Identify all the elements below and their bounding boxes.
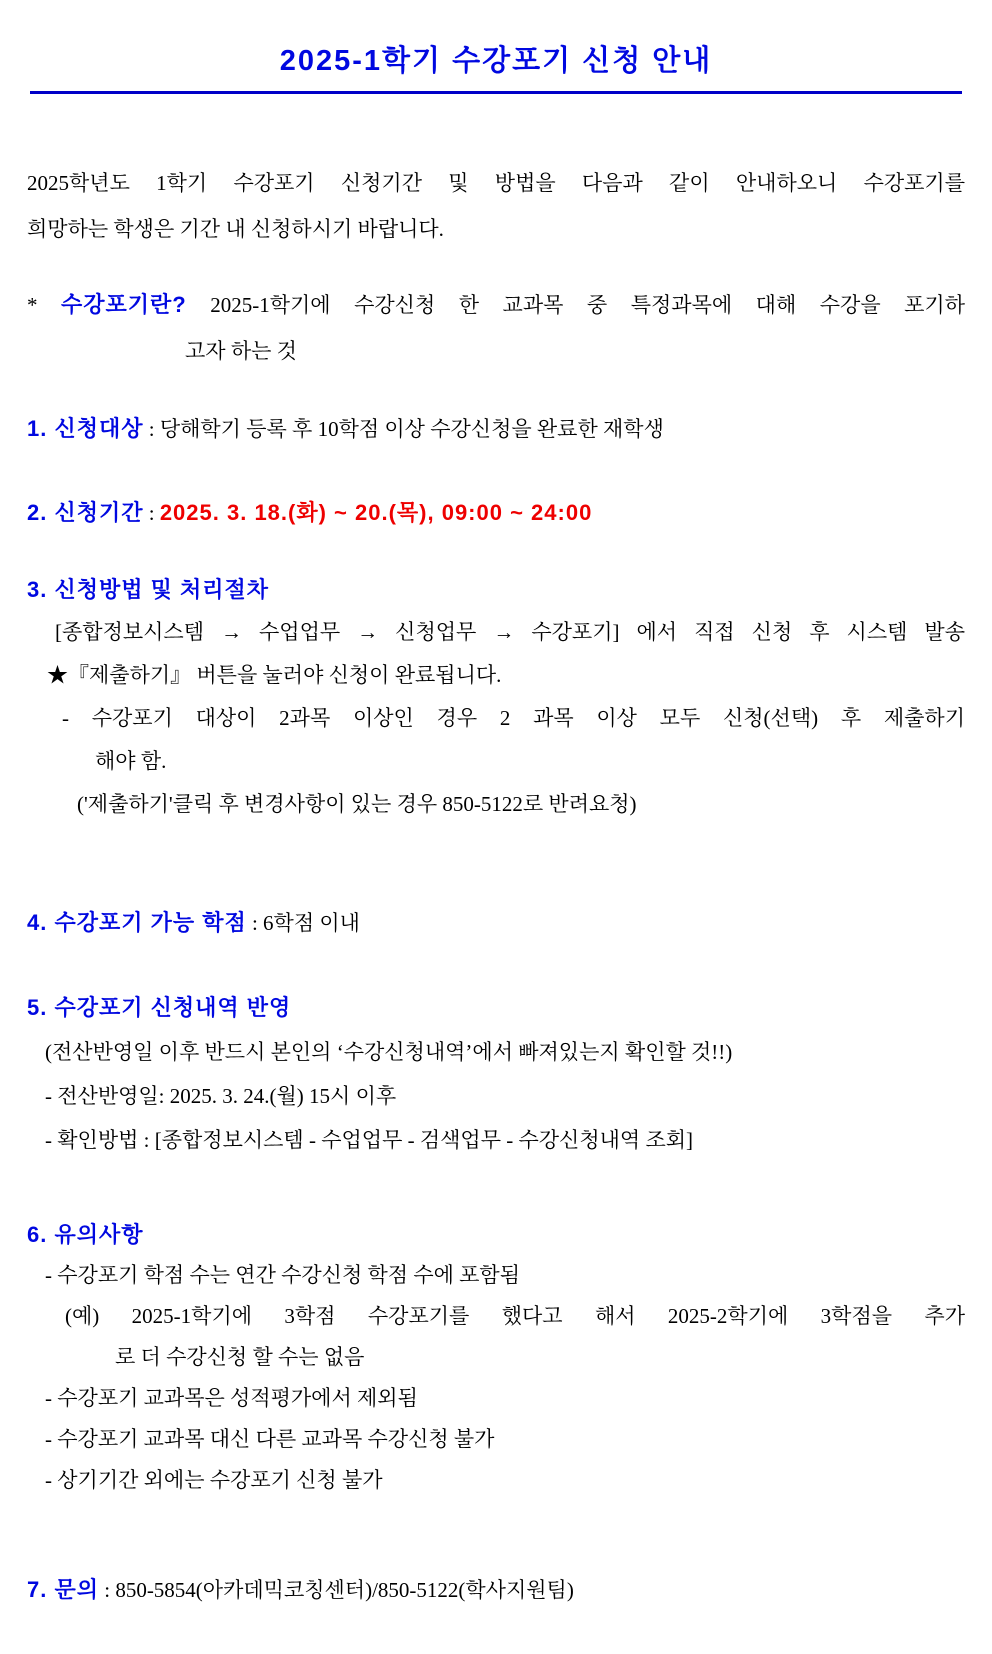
section-2-period-value: 2025. 3. 18.(화) ~ 20.(목), 09:00 ~ 24:00 [159,500,593,525]
intro-line-2: 희망하는 학생은 기간 내 신청하시기 바랍니다. [27,217,444,241]
section-6-note-1: - 수강포기 학점 수는 연간 수강신청 학점 수에 포함됨 [45,1263,520,1287]
definition-line-1 [27,282,965,328]
section-5-reflection [27,986,965,1162]
section-1-eligibility [27,406,965,452]
section-2-period [27,490,965,536]
section-3-path-line: [종합정보시스템 → 수업업무 → 신청업무 → 수강포기] 에서 직접 신청 후 시스템 발송 [55,620,965,644]
section-4-body: 6학점 이내 [263,911,360,935]
intro-paragraph [27,160,965,252]
page-title: 2025-1학기 수강포기 신청 안내 [279,45,713,77]
section-4-heading: 4. 수강포기 가능 학점 [27,910,247,935]
section-5-reflect-date: - 전산반영일: 2025. 3. 24.(월) 15시 이후 [45,1084,397,1108]
section-2-heading: 2. 신청기간 [27,500,144,525]
section-2-line [27,490,965,536]
section-7-line [27,1567,965,1613]
section-7-contact [27,1567,965,1613]
section-4-line [27,900,965,946]
section-5-check-method: - 확인방법 : [종합정보시스템 - 수업업무 - 검색업무 - 수강신청내역 조회] [45,1128,694,1152]
section-3-multi-course-note: - 수강포기 대상이 2과목 이상인 경우 2 과목 이상 모두 신청(선택) 후 제출하기 [62,706,965,730]
section-6-heading: 6. 유의사항 [27,1222,144,1247]
section-7-body: 850-5854(아카데믹코칭센터)/850-5122(학사지원팀) [115,1578,574,1602]
section-3-revert-note: ('제출하기'클릭 후 변경사항이 있는 경우 850-5122로 반려요청) [77,792,637,816]
section-3-submit-note: ★『제출하기』 버튼을 눌러야 신청이 완료됩니다. [47,663,502,687]
section-5-check-note: (전산반영일 이후 반드시 본인의 ‘수강신청내역’에서 빠져있는지 확인할 것!!) [45,1040,733,1064]
section-1-colon: : [143,417,160,441]
section-6-cautions [27,1214,965,1501]
definition-line-2: 고자 하는 것 [185,339,297,363]
document-body [0,160,992,1613]
section-2-colon: : [143,501,160,525]
section-3-method [27,568,965,826]
title-divider [30,91,962,94]
section-7-colon: : [98,1578,116,1602]
section-4-credit-limit [27,900,965,946]
section-6-note-3: - 수강포기 교과목 대신 다른 교과목 수강신청 불가 [45,1427,495,1451]
section-7-heading: 7. 문의 [27,1577,99,1602]
section-6-note-2: - 수강포기 교과목은 성적평가에서 제외됨 [45,1386,418,1410]
section-1-body: 당해학기 등록 후 10학점 이상 수강신청을 완료한 재학생 [159,417,664,441]
section-5-heading: 5. 수강포기 신청내역 반영 [27,995,292,1020]
definition-term: 수강포기란? [61,292,187,317]
definition-marker: * [27,293,38,317]
definition-text: 2025-1학기에 수강신청 한 교과목 중 특정과목에 대해 수강을 포기하 [210,293,965,317]
definition-paragraph [27,282,965,374]
section-3-heading: 3. 신청방법 및 처리절차 [27,577,269,602]
intro-line-1: 2025학년도 1학기 수강포기 신청기간 및 방법을 다음과 같이 안내하오니 수강포기를 [27,171,965,195]
section-1-line [27,406,965,452]
section-1-heading: 1. 신청대상 [27,416,144,441]
section-3-multi-course-cont: 해야 함. [95,749,167,773]
section-4-colon: : [246,911,264,935]
section-6-example-cont: 로 더 수강신청 할 수는 없음 [115,1345,365,1369]
section-6-example: (예) 2025-1학기에 3학점 수강포기를 했다고 해서 2025-2학기에 3학점을 추가 [65,1304,965,1328]
section-6-note-4: - 상기기간 외에는 수강포기 신청 불가 [45,1468,383,1492]
